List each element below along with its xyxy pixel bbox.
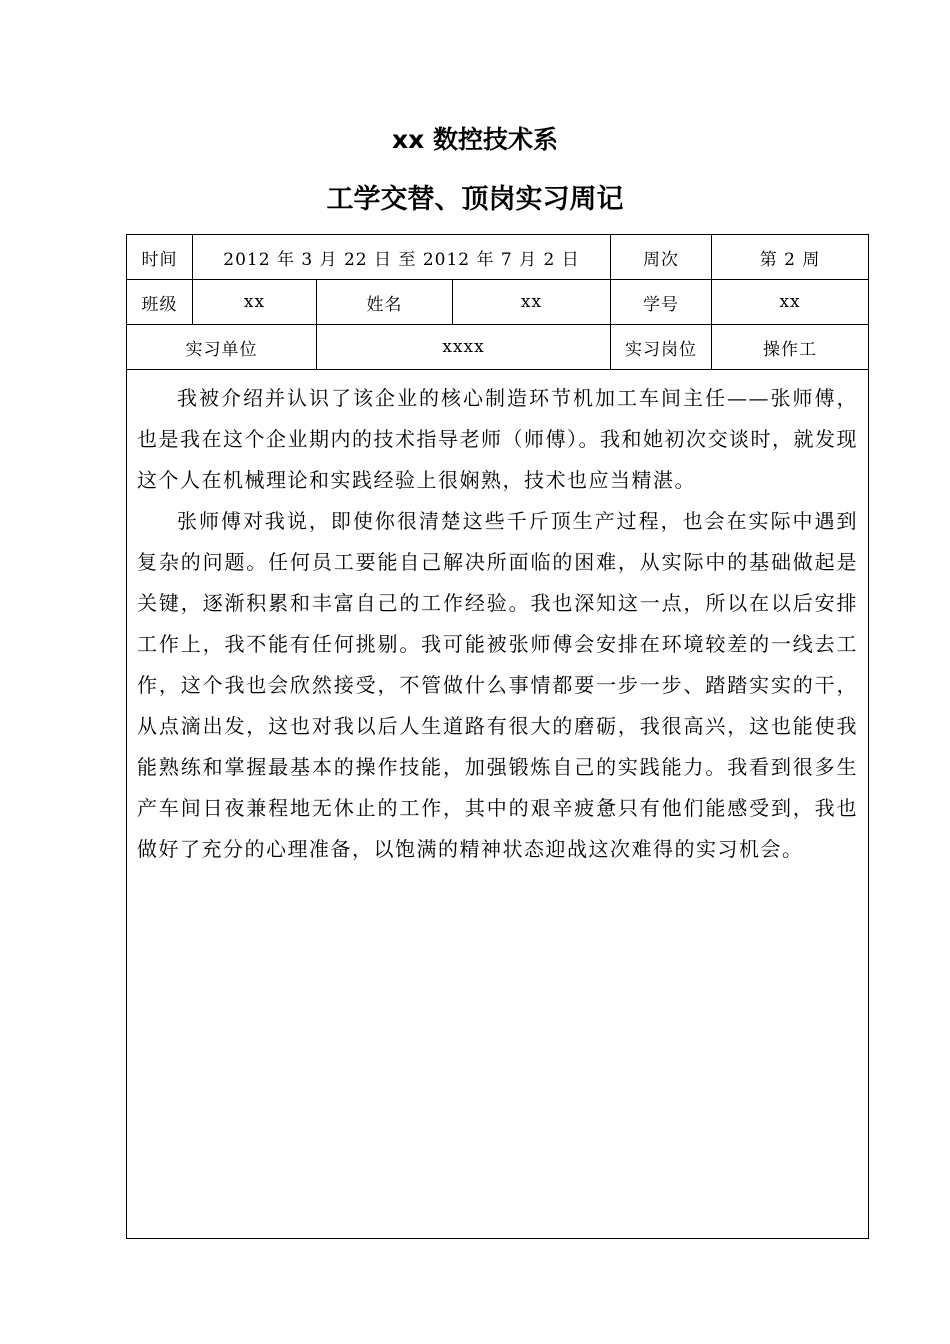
class-value: xx <box>193 280 317 325</box>
time-value: 2012 年 3 月 22 日 至 2012 年 7 月 2 日 <box>193 235 611 280</box>
class-label: 班级 <box>127 280 193 325</box>
journal-paragraph: 我被介绍并认识了该企业的核心制造环节机加工车间主任——张师傅，也是我在这个企业期内的技术指导老师（师傅）。我和她初次交谈时，就发现这个人在机械理论和实践经验上很娴熟，技术也应当精湛。 <box>137 386 859 492</box>
week-label: 周次 <box>611 235 712 280</box>
journal-paragraph: 张师傅对我说，即使你很清楚这些千斤顶生产过程，也会在实际中遇到复杂的问题。任何员工要能自己解决所面临的困难，从实际中的基础做起是关键，逐渐积累和丰富自己的工作经验。我也深知这一点，所以在以后安排工作上，我不能有任何挑剔。我可能被张师傅会安排在环境较差的一线去工作，这个我也会欣然接受，不管做什么事情都要一步一步、踏踏实实的干，从点滴出发，这也对我以后人生道路有很大的磨砺，我很高兴，这也能使我能熟练和掌握最基本的操作技能，加强锻炼自己的实践能力。我看到很多生产车间日夜兼程地无休止的工作，其中的艰辛疲惫只有他们能感受到，我也做好了充分的心理准备，以饱满的精神状态迎战这次难得的实习机会。 <box>137 509 859 861</box>
internship-row <box>127 325 869 370</box>
student-id-value: xx <box>712 280 869 325</box>
content-row <box>127 370 869 1239</box>
time-row <box>127 235 869 280</box>
internship-unit-label: 实习单位 <box>127 325 317 370</box>
student-row <box>127 280 869 325</box>
journal-content <box>127 370 869 1239</box>
internship-post-value: 操作工 <box>712 325 869 370</box>
time-label: 时间 <box>127 235 193 280</box>
week-value: 第 2 周 <box>712 235 869 280</box>
journal-title: 工学交替、顶岗实习周记 <box>326 184 624 215</box>
name-label: 姓名 <box>317 280 453 325</box>
internship-unit-value: xxxx <box>317 325 611 370</box>
internship-post-label: 实习岗位 <box>611 325 712 370</box>
student-id-label: 学号 <box>611 280 712 325</box>
department-title: xx 数控技术系 <box>392 125 558 154</box>
name-value: xx <box>453 280 611 325</box>
journal-form-table <box>126 234 869 1239</box>
